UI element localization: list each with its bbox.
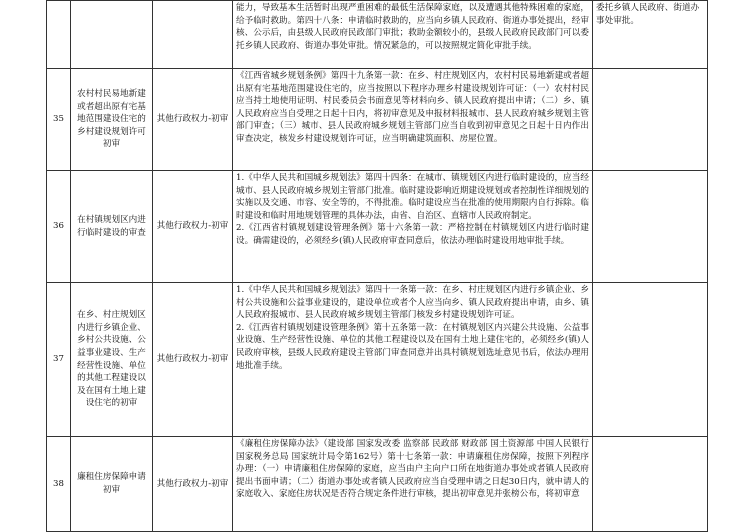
table-row: [47, 283, 708, 437]
legal-basis: [233, 1, 593, 69]
remarks: [593, 171, 708, 283]
power-category: 其他行政权力-初审: [153, 437, 233, 532]
power-category: 其他行政权力-初审: [153, 171, 233, 283]
item-name: 农村村民易地新建或者超出原有宅基地范围建设住宅的乡村建设规划许可初审: [71, 69, 153, 171]
legal-basis: [233, 283, 593, 437]
table-row: [47, 69, 708, 171]
remarks: [593, 437, 708, 532]
remarks: [593, 283, 708, 437]
legal-basis-paragraph: 1.《中华人民共和国城乡规划法》第四十四条：在城市、镇规划区内进行临时建设的，应当经城市、县人民政府城乡规划主管部门批准。临时建设影响近期建设规划或者控制性详细规划的实施以及交通、市容、安全等的，不得批准。临时建设应当在批准的使用期限内自行拆除。临时建设和临时用地规划管理的具体办法，由省、自治区、直辖市人民政府制定。: [236, 173, 589, 221]
row-number: 36: [47, 171, 71, 283]
legal-basis: [233, 437, 593, 532]
table-row: [47, 1, 708, 69]
item-name: 廉租住房保障申请初审: [71, 437, 153, 532]
item-name: 在村镇规划区内进行临时建设的审查: [71, 171, 153, 283]
legal-basis-paragraph: 《江西省城乡规划条例》第四十九条第一款：在乡、村庄规划区内，农村村民易地新建或者超出原有宅基地范围建设住宅的，应当按照以下程序办理乡村建设规划许可证：（一）农村村民应当持土地使用证明、村民委员会书面意见等材料向乡、镇人民政府提出申请；（二）乡、镇人民政府应当自受理之日起十日内，将初审意见及申报材料报城市、县人民政府城乡规划主管部门审查；（三）城市、县人民政府城乡规划主管部门应当自收到初审意见之日起十日内作出审查决定，核发乡村建设规划许可证，应当明确建筑面积、房屋位置。: [236, 71, 589, 144]
item-name: 在乡、村庄规划区内进行乡镇企业、乡村公共设施、公益事业建设、生产经营性设施、单位的其他工程建设以及在国有土地上建设住宅的初审: [71, 283, 153, 437]
legal-basis-paragraph: 《廉租住房保障办法》（建设部 国家发改委 监察部 民政部 财政部 国土资源部 中国人民银行 国家税务总局 国家统计局令第162号）第十七条第一款：申请廉租住房保障，按照下列程序办理：（一）申请廉租住房保障的家庭，应当由户主向户口所在地街道办事处或者镇人民政府提出书面申请；（二）街道办事处或者镇人民政府应当自受理申请之日起30日内，就申请人的家庭收入、家庭住房状况是否符合规定条件进行审核，提出初审意见并张榜公布，将初审意: [236, 439, 589, 500]
remarks: [593, 69, 708, 171]
row-number: [47, 1, 71, 69]
row-number: 37: [47, 283, 71, 437]
legal-basis-paragraph: 2.《江西省村镇规划建设管理条例》第十六条第一款：严格控制在村镇规划区内进行临时建设。确需建设的，必须经乡(镇)人民政府审查同意后，依法办理临时建设用地审批手续。: [236, 223, 589, 246]
legal-basis: [233, 69, 593, 171]
row-number: 38: [47, 437, 71, 532]
row-number: 35: [47, 69, 71, 171]
power-category: [153, 1, 233, 69]
legal-basis: [233, 171, 593, 283]
table-row: [47, 437, 708, 532]
power-category: 其他行政权力-初审: [153, 69, 233, 171]
remarks: 委托乡镇人民政府、街道办事处审批。: [593, 1, 708, 69]
administrative-power-table: [46, 0, 708, 532]
legal-basis-paragraph: 能力，导致基本生活暂时出现严重困难的最低生活保障家庭，以及遭遇其他特殊困难的家庭，给予临时救助。第四十八条：申请临时救助的，应当向乡镇人民政府、街道办事处提出，经审核、公示后，由县级人民政府民政部门审批；救助金额较小的，县级人民政府民政部门可以委托乡镇人民政府、街道办事处审批。情况紧急的，可以按照规定简化审批手续。: [236, 3, 589, 51]
item-name: [71, 1, 153, 69]
power-category: 其他行政权力-初审: [153, 283, 233, 437]
legal-basis-paragraph: 2.《江西省村镇规划建设管理条例》第十五条第一款：在村镇规划区内兴建公共设施、公益事业设施、生产经营性设施、单位的其他工程建设以及在国有土地上建住宅的，必须经乡(镇)人民政府审核，县级人民政府建设主管部门审查同意并出具村镇规划选址意见书后，依法办理用地批准手续。: [236, 322, 589, 371]
table-row: [47, 171, 708, 283]
legal-basis-paragraph: 1.《中华人民共和国城乡规划法》第四十一条第一款：在乡、村庄规划区内进行乡镇企业、乡村公共设施和公益事业建设的，建设单位或者个人应当向乡、镇人民政府提出申请，由乡、镇人民政府报城市、县人民政府城乡规划主管部门核发乡村建设规划许可证。: [236, 285, 589, 321]
